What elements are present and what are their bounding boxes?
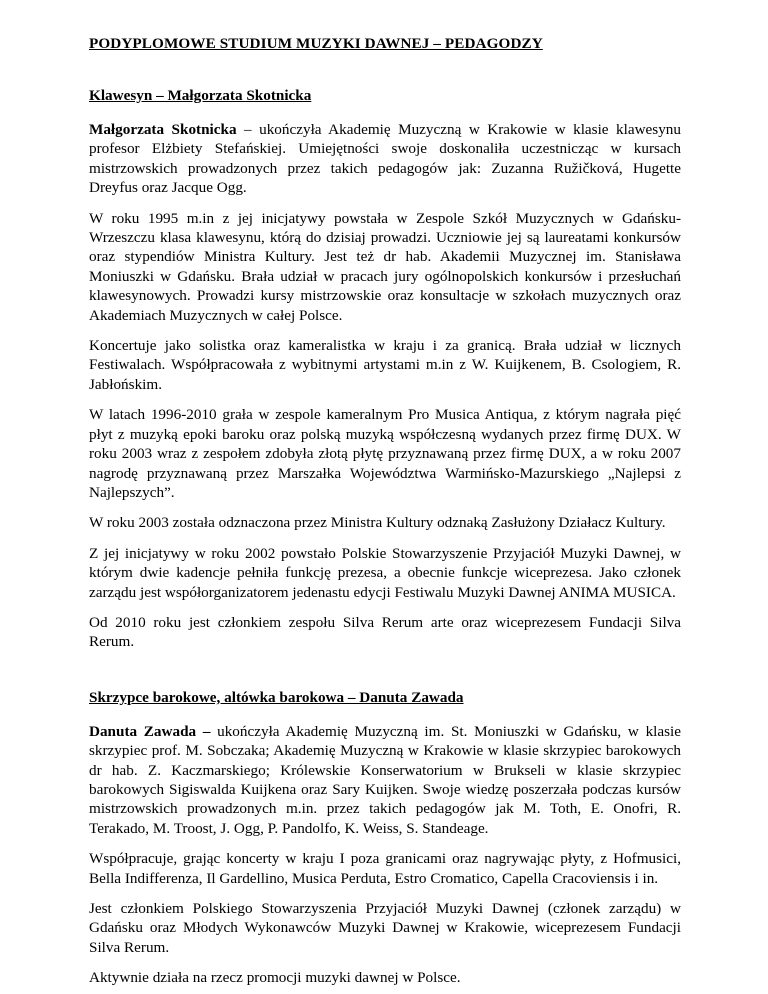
paragraph-text: ukończyła Akademię Muzyczną im. St. Moniuszki w Gdańsku, w klasie skrzypiec prof. M. Sobczaka; Akademię Muzyczną w Krakowie w klasie skrzypiec barokowych dr hab. Z. Kaczmarskiego; Królewskie Konserwatorium w Brukseli w klasie skrzypiec barokowych Sigiswalda Kuijkena oraz Sary Kuijken. Swoje wiedzę poszerzała podczas kursów mistrzowskich prowadzonych m.in. przez takich pedagogów jak M. Toth, E. Onofri, R. Terakado, M. Troost, J. Ogg, P. Pandolfo, K. Weiss, S. Standeage.	[89, 722, 681, 837]
paragraph: W roku 1995 m.in z jej inicjatywy powstała w Zespole Szkół Muzycznych w Gdańsku-Wrzeszczu klasa klawesynu, którą do dzisiaj prowadzi. Uczniowie jej są laureatami konkursów oraz stypendiów Ministra Kultury. Jest też dr hab. Akademii Muzycznej im. Stanisława Moniuszki w Gdańsku. Brała udział w pracach jury ogólnopolskich konkursów i przesłuchań klawesynowych. Prowadzi kursy mistrzowskie oraz konsultacje w szkołach muzycznych oraz Akademiach Muzycznych w całej Polsce.	[89, 209, 681, 324]
section-heading-baroque-violin: Skrzypce barokowe, altówka barokowa – Danuta Zawada	[89, 688, 464, 706]
paragraph: W latach 1996-2010 grała w zespole kameralnym Pro Musica Antiqua, z którym nagrała pięć płyt z muzyką epoki baroku oraz polską muzyką współczesną wydanych przez firmę DUX. W roku 2003 wraz z zespołem zdobyła złotą płytę przyznawaną przez firmę DUX, a w roku 2007 nagrodę przyznawaną przez Marszałka Województwa Warmińsko-Mazurskiego „Najlepsi z Najlepszych”.	[89, 406, 681, 501]
paragraph: Koncertuje jako solistka oraz kameralistka w kraju i za granicą. Brała udział w licznych Festiwalach. Współpracowała z wybitnymi artystami m.in z W. Kuijkenem, B. Csologiem, R. Jabłońskim.	[89, 337, 681, 393]
document-title: PODYPLOMOWE STUDIUM MUZYKI DAWNEJ – PEDAGODZY	[89, 35, 543, 52]
paragraph: Od 2010 roku jest członkiem zespołu Silva Rerum arte oraz wiceprezesem Fundacji Silva Rerum.	[89, 613, 681, 651]
paragraph-text: – ukończyła Akademię Muzyczną w Krakowie w klasie klawesynu profesor Elżbiety Stefańskiej. Umiejętności swoje doskonaliła uczestnicząc w kursach mistrzowskich prowadzonych przez takich pedagogów jak: Zuzanna Ružičková, Hugette Dreyfus oraz Jacque Ogg.	[89, 121, 681, 197]
paragraph: W roku 2003 została odznaczona przez Ministra Kultury odznaką Zasłużony Działacz Kultury.	[89, 514, 666, 532]
paragraph: Z jej inicjatywy w roku 2002 powstało Polskie Stowarzyszenie Przyjaciół Muzyki Dawnej, w którym dwie kadencje pełniła funkcję prezesa, a obecnie funkcje wiceprezesa. Jako członek zarządu jest współorganizatorem jedenastu edycji Festiwalu Muzyki Dawnej ANIMA MUSICA.	[89, 544, 681, 601]
paragraph: Współpracuje, grając koncerty w kraju I poza granicami oraz nagrywając płyty, z Hofmusici, Bella Indifferenza, Il Gardellino, Musica Perduta, Estro Cromatico, Capella Cracoviensis i in.	[89, 850, 681, 887]
paragraph: Aktywnie działa na rzecz promocji muzyki dawnej w Polsce.	[89, 969, 461, 987]
paragraph	[89, 120, 681, 198]
section-heading-harpsichord: Klawesyn – Małgorzata Skotnicka	[89, 87, 312, 104]
teacher-name: Małgorzata Skotnicka	[89, 121, 237, 138]
paragraph	[89, 722, 681, 838]
paragraph: Jest członkiem Polskiego Stowarzyszenia Przyjaciół Muzyki Dawnej (członek zarządu) w Gdańsku oraz Młodych Wykonawców Muzyki Dawnej w Krakowie, wiceprezesem Fundacji Silva Rerum.	[89, 900, 681, 956]
teacher-name: Danuta Zawada –	[89, 722, 211, 740]
